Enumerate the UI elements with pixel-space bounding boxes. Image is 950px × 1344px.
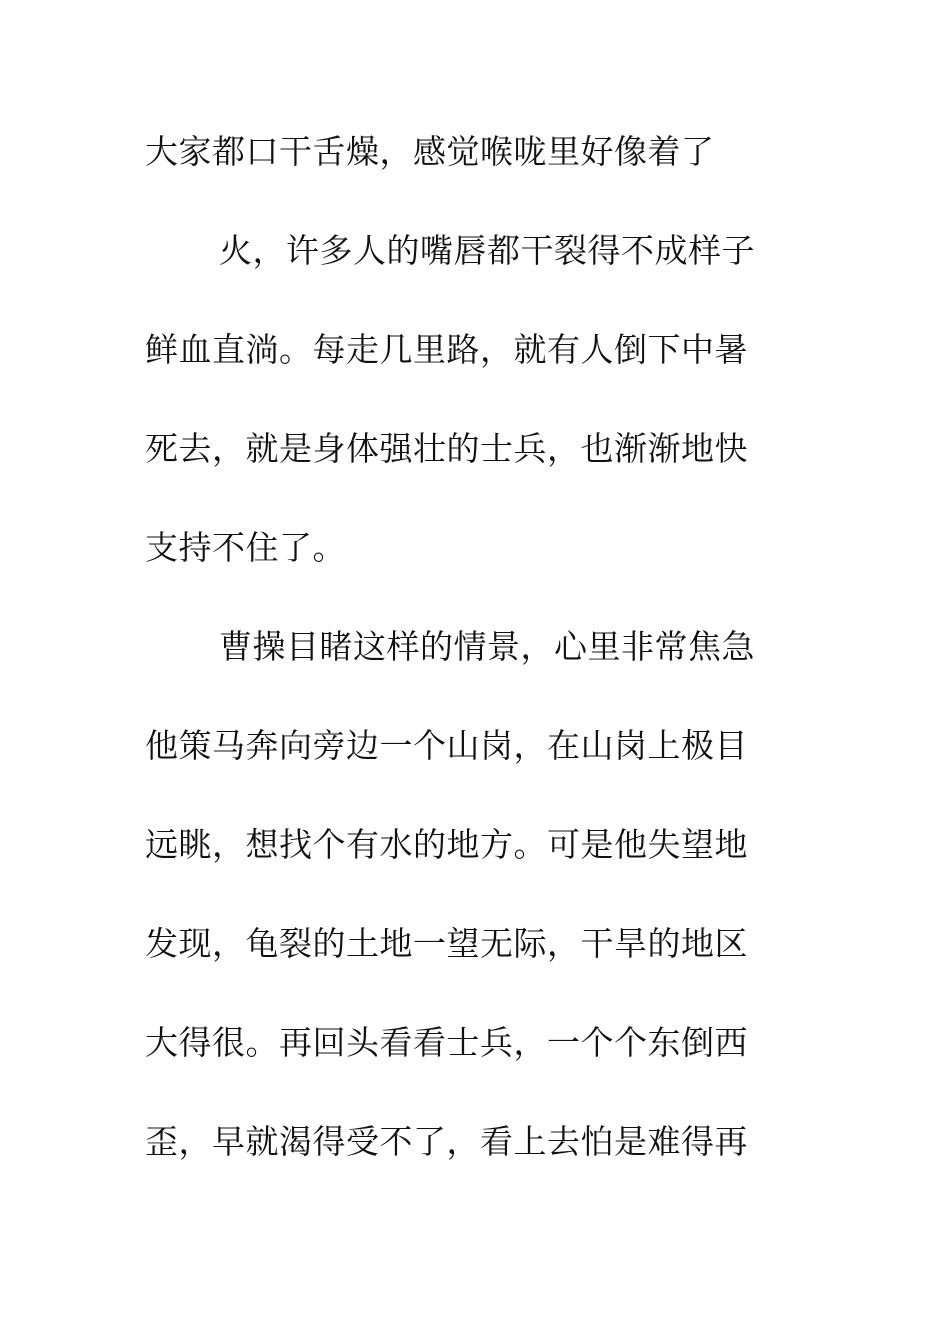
text-line: 远眺，想找个有水的地方。可是他失望地 — [145, 825, 748, 864]
body-text — [145, 122, 810, 1211]
text-line: 火，许多人的嘴唇都干裂得不成样子 — [219, 231, 755, 270]
text-line: 鲜血直淌。每走几里路，就有人倒下中暑 — [145, 330, 748, 369]
text-line: 大家都口干舌燥，感觉喉咙里好像着了 — [145, 132, 715, 171]
text-line: 支持不住了。 — [145, 528, 346, 567]
text-line: 歪，早就渴得受不了，看上去怕是难得再 — [145, 1122, 748, 1161]
text-line: 他策马奔向旁边一个山岗，在山岗上极目 — [145, 726, 748, 765]
text-line: 大得很。再回头看看士兵，一个个东倒西 — [145, 1023, 748, 1062]
text-line: 死去，就是身体强壮的士兵，也渐渐地快 — [145, 429, 748, 468]
text-line: 发现，龟裂的土地一望无际，干旱的地区 — [145, 924, 748, 963]
text-line: 曹操目睹这样的情景，心里非常焦急 — [219, 627, 755, 666]
